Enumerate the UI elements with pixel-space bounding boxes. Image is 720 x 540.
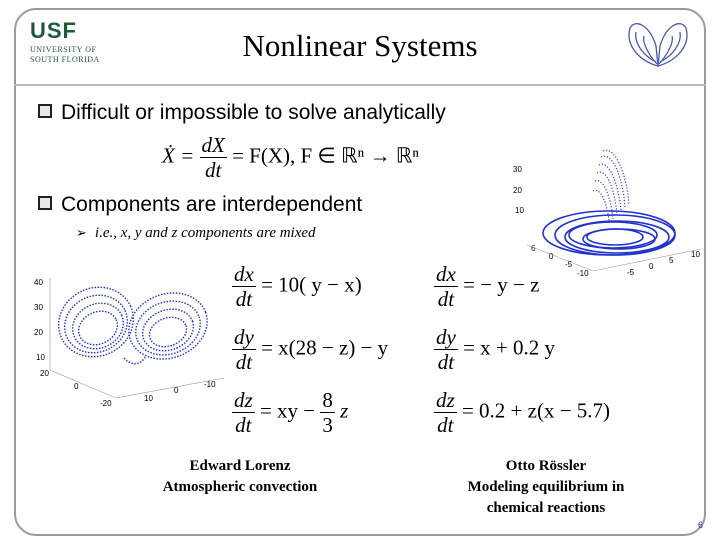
rossler-z-tick: 20 bbox=[513, 186, 522, 195]
main-eq-lhs: Ẋ = bbox=[162, 143, 195, 168]
lorenz-caption bbox=[130, 456, 350, 498]
lorenz-x-tick: 0 bbox=[174, 386, 179, 395]
lorenz-eq2-den: dt bbox=[235, 350, 253, 374]
rossler-caption-desc-1: Modeling equilibrium in bbox=[467, 479, 625, 495]
lorenz-caption-desc: Atmospheric convection bbox=[162, 479, 318, 495]
rossler-caption-desc-2: chemical reactions bbox=[486, 500, 606, 516]
main-equation bbox=[162, 133, 419, 182]
rossler-z-tick: 30 bbox=[513, 165, 522, 174]
bullet-2 bbox=[38, 193, 362, 217]
sub-bullet bbox=[76, 225, 316, 242]
rossler-y-tick: -5 bbox=[565, 260, 573, 269]
lorenz-eq3-c-num: 8 bbox=[322, 388, 333, 412]
rossler-z-tick: 10 bbox=[515, 206, 524, 215]
lorenz-eq1-fraction bbox=[232, 262, 256, 311]
lorenz-eq1-num: dx bbox=[234, 262, 254, 286]
bullet-1 bbox=[38, 101, 446, 125]
lorenz-attractor-plot bbox=[28, 270, 228, 420]
lorenz-eq-1 bbox=[232, 262, 362, 311]
checkbox-bullet-icon bbox=[38, 104, 52, 118]
lorenz-eq1-rhs: = 10( y − x) bbox=[261, 272, 362, 297]
bullet-2-text: Components are interdependent bbox=[61, 193, 363, 216]
logo-line-1: UNIVERSITY OF bbox=[30, 45, 97, 54]
logo-line-2: SOUTH FLORIDA bbox=[30, 55, 100, 64]
slide-title: Nonlinear Systems bbox=[242, 28, 478, 63]
rossler-eq3-num: dz bbox=[436, 388, 455, 412]
arrow-bullet-icon: ➢ bbox=[76, 226, 87, 241]
lorenz-eq3-constant bbox=[320, 388, 335, 437]
rossler-eq2-den: dt bbox=[437, 350, 455, 374]
rossler-eq3-den: dt bbox=[437, 413, 454, 437]
rossler-eq2-num: dy bbox=[436, 325, 456, 349]
title-rule bbox=[14, 84, 706, 86]
main-eq-rhs: = F(X), F ∈ ℝⁿ → ℝⁿ bbox=[232, 143, 419, 168]
lorenz-y-tick: 0 bbox=[74, 382, 79, 391]
main-eq-num: dX bbox=[201, 133, 225, 157]
rossler-eq3-fraction bbox=[434, 388, 457, 437]
lorenz-eq3-c-den: 3 bbox=[322, 413, 333, 437]
main-eq-den: dt bbox=[204, 158, 222, 182]
lorenz-z-tick: 30 bbox=[34, 303, 43, 312]
lorenz-eq-2 bbox=[232, 325, 388, 374]
lorenz-eq-3 bbox=[232, 388, 348, 437]
rossler-eq-1 bbox=[434, 262, 539, 311]
rossler-caption bbox=[436, 456, 656, 519]
rossler-y-tick: 6 bbox=[531, 244, 536, 253]
lorenz-x-tick: 10 bbox=[144, 394, 153, 403]
logo-mark: USF bbox=[30, 18, 77, 43]
lorenz-y-tick: -20 bbox=[100, 399, 112, 408]
main-eq-fraction bbox=[200, 133, 227, 182]
lorenz-z-tick: 20 bbox=[34, 328, 43, 337]
checkbox-bullet-icon bbox=[38, 196, 52, 210]
lorenz-x-tick: -10 bbox=[204, 380, 216, 389]
rossler-x-tick: 10 bbox=[691, 250, 700, 259]
rossler-eq1-num: dx bbox=[436, 262, 456, 286]
rossler-y-tick: 0 bbox=[549, 252, 554, 261]
lorenz-eq3-fraction bbox=[232, 388, 255, 437]
rossler-eq-2 bbox=[434, 325, 555, 374]
rossler-eq1-fraction bbox=[434, 262, 458, 311]
page-number: 6 bbox=[698, 520, 704, 530]
rossler-eq3-rhs: = 0.2 + z(x − 5.7) bbox=[461, 398, 611, 423]
rossler-eq1-rhs: = − y − z bbox=[463, 272, 540, 297]
butterfly-icon bbox=[620, 16, 696, 76]
lorenz-z-tick: 40 bbox=[34, 278, 43, 287]
rossler-eq2-fraction bbox=[434, 325, 458, 374]
lorenz-caption-name: Edward Lorenz bbox=[189, 458, 291, 474]
bullet-1-text: Difficult or impossible to solve analytically bbox=[61, 101, 446, 124]
lorenz-eq3-den: dt bbox=[235, 413, 252, 437]
rossler-eq-3 bbox=[434, 388, 610, 437]
lorenz-eq3-rhs-b: z bbox=[340, 398, 349, 423]
rossler-x-tick: -5 bbox=[627, 268, 635, 277]
lorenz-eq3-num: dz bbox=[234, 388, 253, 412]
rossler-x-tick: 0 bbox=[649, 262, 654, 271]
lorenz-z-tick: 10 bbox=[36, 353, 45, 362]
lorenz-y-tick: 20 bbox=[40, 369, 49, 378]
rossler-y-tick: -10 bbox=[577, 269, 589, 278]
lorenz-eq2-rhs: = x(28 − z) − y bbox=[261, 335, 389, 360]
lorenz-eq1-den: dt bbox=[235, 287, 253, 311]
lorenz-eq2-num: dy bbox=[234, 325, 254, 349]
lorenz-eq3-rhs-a: = xy − bbox=[259, 398, 316, 423]
rossler-caption-name: Otto Rössler bbox=[505, 458, 587, 474]
rossler-x-tick: 5 bbox=[669, 256, 674, 265]
sub-bullet-text: i.e., x, y and z components are mixed bbox=[94, 225, 316, 241]
rossler-eq2-rhs: = x + 0.2 y bbox=[463, 335, 556, 360]
rossler-eq1-den: dt bbox=[437, 287, 455, 311]
lorenz-eq2-fraction bbox=[232, 325, 256, 374]
